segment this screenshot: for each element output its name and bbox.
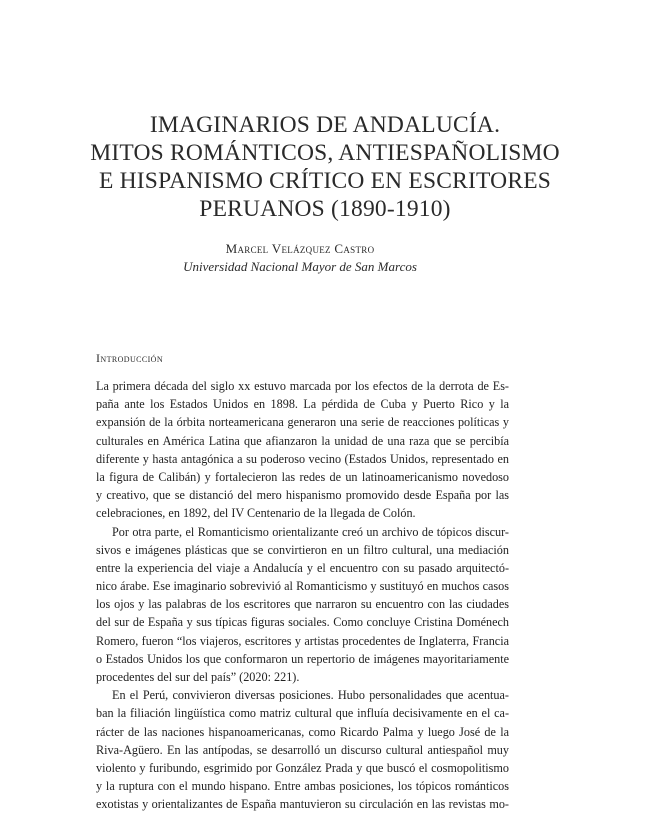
text-line: violento y furibundo, esgrimido por González Prada y que buscó el cosmopolitismo bbox=[96, 760, 509, 775]
text-line: Romero, fueron “los viajeros, escritores y artistas procedentes de Inglaterra, Francia bbox=[96, 633, 509, 648]
text-line: diferente y hasta antagónica a su poderoso vecino (Estados Unidos, representado en bbox=[96, 451, 509, 466]
text-line: Por otra parte, el Romanticismo orientalizante creó un archivo de tópicos discur- bbox=[112, 524, 509, 539]
text-line: los ojos y las palabras de los escritores que narraron su encuentro con las ciudades bbox=[96, 597, 509, 612]
text-line: y la ruptura con el mundo hispano. Entre ambas posiciones, los tópicos románticos bbox=[96, 779, 509, 794]
section-heading: Introducción bbox=[96, 351, 164, 365]
text-line: del sur de España y sus típicas figuras sociales. Como concluye Cristina Doménech bbox=[96, 615, 509, 630]
article-title bbox=[40, 111, 610, 223]
text-line: o Estados Unidos los que conformaron un repertorio de imágenes mayoritariamente bbox=[96, 651, 509, 666]
text-line: celebraciones, en 1892, del IV Centenario de la llegada de Colón. bbox=[96, 506, 416, 521]
title-line: PERUANOS (1890-1910) bbox=[199, 196, 451, 222]
text-line: nico árabe. Ese imaginario sobrevivió al Romanticismo y sustituyó en muchos casos bbox=[96, 579, 509, 594]
title-line: IMAGINARIOS DE ANDALUCÍA. bbox=[149, 112, 501, 138]
text-line: La primera década del siglo xx estuvo marcada por los efectos de la derrota de Es- bbox=[96, 379, 509, 393]
text-line: procedentes del sur del país” (2020: 221). bbox=[96, 670, 300, 684]
title-line: MITOS ROMÁNTICOS, ANTIESPAÑOLISMO bbox=[90, 140, 560, 166]
author-affiliation: Universidad Nacional Mayor de San Marcos bbox=[183, 259, 417, 274]
body-text bbox=[96, 377, 509, 814]
text-line: Riva-Agüero. En las antípodas, se desarrolló un discurso cultural antiespañol muy bbox=[96, 742, 509, 757]
text-line: ban la filiación lingüística como matriz cultural que influía decisivamente en el ca- bbox=[96, 706, 509, 721]
text-line: rácter de las naciones hispanoamericanas, como Ricardo Palma y luego José de la bbox=[96, 724, 509, 739]
text-line: En el Perú, convivieron diversas posiciones. Hubo personalidades que acentua- bbox=[112, 688, 509, 703]
text-line: entre la experiencia del viaje a Andalucía y el encuentro con su pasado arquitectó- bbox=[96, 560, 509, 575]
author-name: Marcel Velázquez Castro bbox=[225, 241, 375, 256]
text-line: paña ante los Estados Unidos en 1898. La pérdida de Cuba y Puerto Rico y la bbox=[96, 397, 509, 412]
text-line: exotistas y orientalizantes de España mantuvieron su circulación en las revistas mo- bbox=[96, 797, 509, 812]
text-line: expansión de la órbita norteamericana generaron una serie de reacciones políticas y bbox=[96, 415, 509, 430]
text-line: y creativo, que se distanció del mero hispanismo promovido desde España por las bbox=[96, 488, 509, 503]
text-line: la figura de Calibán) y fortalecieron las redes de un latinoamericanismo novedoso bbox=[96, 469, 509, 484]
text-line: culturales en América Latina que afianzaron la unidad de una raza que se percibía bbox=[96, 433, 509, 448]
text-line: sivos e imágenes plásticas que se convirtieron en un filtro cultural, una mediación bbox=[96, 542, 509, 557]
title-line: E HISPANISMO CRÍTICO EN ESCRITORES bbox=[98, 168, 552, 194]
